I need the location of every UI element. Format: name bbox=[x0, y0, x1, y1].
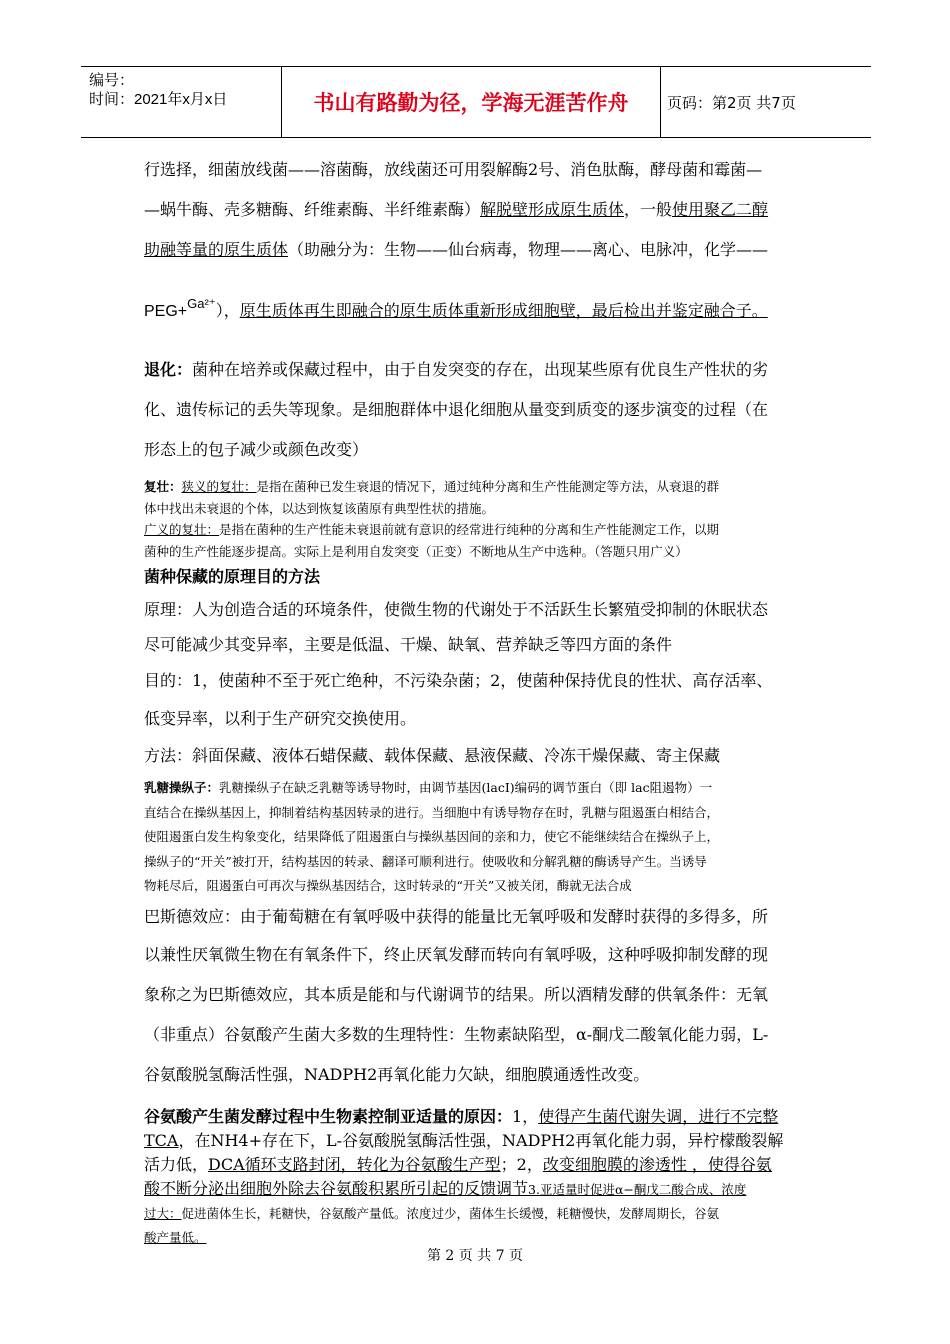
text-line: 原理：人为创造合适的环境条件，使微生物的代谢处于不活跃生长繁殖受抑制的休眠状态 bbox=[144, 600, 769, 619]
number-label: 编号： bbox=[89, 72, 135, 89]
text-line bbox=[144, 1153, 810, 1177]
text-run: 活力低， bbox=[144, 1154, 209, 1174]
page-footer: 第 2 页 共 7 页 bbox=[426, 1248, 524, 1264]
underlined-text: 使用聚乙二醇 bbox=[672, 200, 769, 219]
text-run: （助融分为：生物——仙台病毒，物理——离心、电脉冲，化学—— bbox=[288, 240, 769, 259]
underlined-text: 酸产量低。 bbox=[144, 1229, 207, 1245]
underlined-text: TCA bbox=[144, 1130, 179, 1150]
text-line: 以兼性厌氧微生物在有氧条件下，终止厌氧发酵而转向有氧呼吸，这种呼吸抑制发酵的现 bbox=[144, 944, 769, 964]
protoplast-fusion-paragraph bbox=[144, 150, 810, 332]
underlined-text: 解脱壁形成原生质体 bbox=[480, 200, 625, 219]
section-heading: 菌种保藏的原理目的方法 bbox=[144, 567, 321, 586]
text-line: 巴斯德效应：由于葡萄糖在有氧呼吸中获得的能量比无氧呼吸和发酵时获得的多得多，所 bbox=[144, 906, 769, 926]
text-line bbox=[144, 190, 810, 230]
page-header bbox=[81, 66, 871, 138]
text-run: 1， bbox=[512, 1106, 539, 1126]
text-run: 乳糖操纵子在缺乏乳糖等诱导物时，由调节基因(lacI)编码的调节蛋白（即 lac阻遏物）一 bbox=[219, 780, 713, 795]
underlined-text: 狭义的复壮： bbox=[181, 479, 257, 494]
text-line: 象称之为巴斯德效应，其本质是能和与代谢调节的结果。所以酒精发酵的供氧条件：无氧 bbox=[144, 984, 769, 1004]
text-line bbox=[144, 476, 810, 498]
text-line bbox=[144, 230, 810, 270]
text-run: ，一般 bbox=[624, 200, 673, 219]
underlined-text: 原生质体再生即融合的原生质体重新形成细胞壁，最后检出并鉴定融合子。 bbox=[239, 301, 768, 320]
term-label: 乳糖操纵子： bbox=[144, 780, 220, 795]
text-run: ，在NH4+存在下，L-谷氨酸脱氢酶活性强，NADPH2再氧化能力弱，异柠檬酸裂解 bbox=[178, 1130, 784, 1150]
text-line: 行选择，细菌放线菌——溶菌酶，放线菌还可用裂解酶2号、消色肽酶，酵母菌和霉菌— bbox=[144, 160, 763, 179]
underlined-text: 使得产生菌代谢失调，进行不完整 bbox=[538, 1106, 779, 1126]
time-label: 时间：2021年x月x日 bbox=[89, 91, 228, 108]
document-body bbox=[144, 150, 810, 1250]
underlined-text: 广义的复壮： bbox=[144, 522, 220, 537]
header-info bbox=[81, 67, 281, 137]
text-line: 低变异率，以利于生产研究交换使用。 bbox=[144, 709, 417, 728]
text-run: ；2， bbox=[500, 1154, 543, 1174]
text-line bbox=[144, 350, 810, 390]
text-line bbox=[144, 1105, 810, 1129]
text-run: 菌种在培养或保藏过程中，由于自发突变的存在，出现某些原有优良生产性状的劣 bbox=[192, 360, 769, 379]
ion-formula: Ga²⁺ bbox=[187, 296, 216, 311]
text-line: 目的：1，使菌种不至于死亡绝种，不污染杂菌；2，使菌种保持优良的性状、高存活率、 bbox=[144, 671, 773, 690]
text-line: 操纵子的“开关”被打开，结构基因的转录、翻译可顺利进行。使吸收和分解乳糖的酶诱导产生。当诱导 bbox=[144, 853, 707, 869]
text-line: 使阻遏蛋白发生构象变化，结果降低了阻遏蛋白与操纵基因间的亲和力，使它不能继续结合在操纵子上， bbox=[144, 829, 720, 844]
term-label: 退化： bbox=[144, 360, 193, 379]
text-line bbox=[144, 284, 810, 332]
underlined-small-text: 3.亚适量时促进α−酮戊二酸合成、浓度 bbox=[528, 1181, 747, 1197]
underlined-text: 助融等量的原生质体 bbox=[144, 240, 289, 259]
term-label: 复壮： bbox=[144, 479, 182, 494]
underlined-text: 改变细胞膜的渗透性 ，使得谷氨 bbox=[542, 1154, 772, 1174]
degeneration-paragraph bbox=[144, 350, 810, 470]
lac-operon-paragraph bbox=[144, 776, 810, 899]
text-line bbox=[144, 1202, 810, 1226]
pasteur-effect-paragraph bbox=[144, 899, 810, 1095]
text-line bbox=[144, 519, 810, 541]
text-line bbox=[144, 1129, 810, 1153]
preservation-section bbox=[144, 562, 810, 774]
text-line: 尽可能减少其变异率，主要是低温、干燥、缺氧、营养缺乏等四方面的条件 bbox=[144, 635, 673, 654]
underlined-text: 过大： bbox=[144, 1205, 182, 1221]
text-line: 谷氨酸脱氢酶活性强，NADPH2再氧化能力欠缺，细胞膜通透性改变。 bbox=[144, 1064, 650, 1084]
paragraph-heading: 谷氨酸产生菌发酵过程中生物素控制亚适量的原因： bbox=[144, 1106, 513, 1126]
text-line: （非重点）谷氨酸产生菌大多数的生理特性：生物素缺陷型，α-酮戊二酸氧化能力弱，L- bbox=[144, 1024, 769, 1044]
header-motto: 书山有路勤为径，学海无涯苦作舟 bbox=[281, 67, 661, 137]
underlined-text: DCA循环支路封闭，转化为谷氨酸生产型 bbox=[208, 1154, 501, 1174]
text-line: 方法：斜面保藏、液体石蜡保藏、载体保藏、悬液保藏、冷冻干燥保藏、寄主保藏 bbox=[144, 746, 721, 765]
text-line: 形态上的包子减少或颜色改变） bbox=[144, 440, 369, 459]
text-line: 直结合在操纵基因上，抑制着结构基因转录的进行。当细胞中有诱导物存在时，乳糖与阻遏蛋白相结合， bbox=[144, 804, 720, 820]
text-run: —蜗牛酶、壳多糖酶、纤维素酶、半纤维素酶） bbox=[144, 200, 481, 219]
text-line: 菌种的生产性能逐步提高。实际上是利用自发突变（正变）不断地从生产中选种。（答题只用广义） bbox=[144, 543, 688, 559]
rejuvenation-paragraph bbox=[144, 476, 810, 562]
biotin-control-paragraph bbox=[144, 1105, 810, 1250]
text-run: 是指在菌种的生产性能未衰退前就有意识的经常进行纯种的分离和生产性能测定工作，以期 bbox=[219, 522, 720, 537]
text-line bbox=[144, 776, 810, 801]
text-line: 体中找出未衰退的个体，以达到恢复该菌原有典型性状的措施。 bbox=[144, 500, 495, 516]
text-line: 物耗尽后，阻遏蛋白可再次与操纵基因结合，这时转录的“开关”又被关闭，酶就无法合成 bbox=[144, 878, 632, 893]
underlined-text: 酸不断分泌出细胞外除去谷氨酸积累所引起的反馈调节 bbox=[144, 1178, 529, 1198]
text-run: 是指在菌种已发生衰退的情况下，通过纯种分离和生产性能测定等方法，从衰退的群 bbox=[256, 479, 720, 494]
text-run: ）， bbox=[215, 301, 240, 320]
text-line bbox=[144, 1177, 810, 1202]
text-line: 化、遗传标记的丢失等现象。是细胞群体中退化细胞从量变到质变的逐步演变的过程（在 bbox=[144, 400, 769, 419]
header-page-number: 页码：第2页 共7页 bbox=[667, 93, 796, 112]
text-run: 促进菌体生长，耗糖快，谷氨酸产量低。浓度过少，菌体生长缓慢，耗糖慢快，发酵周期长，谷氨 bbox=[181, 1205, 720, 1221]
peg-text: PEG+ bbox=[144, 303, 188, 320]
